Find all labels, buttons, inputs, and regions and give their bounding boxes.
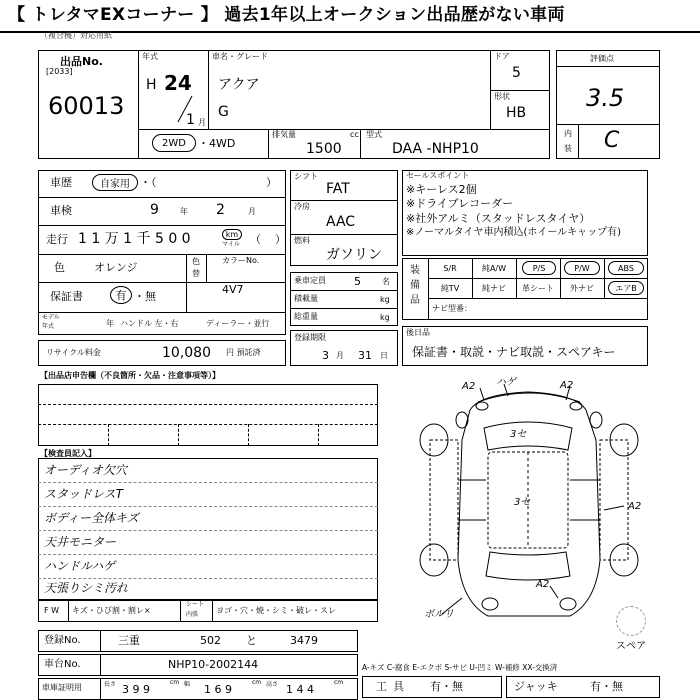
mileage-close: （ ） bbox=[250, 233, 286, 246]
warranty-selected: 有 bbox=[110, 286, 132, 304]
recycle-label: リサイクル料金 bbox=[46, 348, 101, 357]
color-code-label: カラーNo. bbox=[222, 256, 260, 265]
drive-4wd: ・4WD bbox=[198, 137, 236, 150]
tools-value: 有・無 bbox=[430, 680, 463, 693]
notes-label: 【出品店申告欄（不良箇所・欠品・注意事項等）】 bbox=[40, 371, 220, 380]
car-label: 車名・グレード bbox=[212, 52, 268, 61]
top-banner bbox=[0, 0, 700, 33]
mileage-unit2: マイル bbox=[222, 241, 240, 248]
model-label: 型式 bbox=[366, 130, 382, 139]
model-value: DAA -NHP10 bbox=[392, 141, 479, 157]
equip-tv: 純TV bbox=[440, 283, 460, 293]
cert-hgt-label: 高さ bbox=[266, 681, 279, 688]
fuel-value: ガソリン bbox=[326, 247, 382, 263]
plate-num1: 502 bbox=[200, 634, 221, 647]
mileage-label: 走行 bbox=[46, 233, 68, 246]
capacity-label: 乗車定員 bbox=[294, 276, 326, 285]
inspection-month: 2 bbox=[216, 202, 225, 218]
color-value: オレンジ bbox=[94, 261, 138, 274]
fw-label: F W bbox=[44, 606, 60, 615]
banner-text: 【 トレタマEXコーナー 】 過去1年以上オークション出品歴がない車両 bbox=[8, 5, 565, 25]
seat-label-2: 内張 bbox=[186, 611, 199, 618]
inspection-year-unit: 年 bbox=[180, 207, 188, 216]
history-label: 車歴 bbox=[50, 176, 72, 189]
capacity-unit: 名 bbox=[382, 277, 390, 286]
sub-header: （複合機）対応用紙 bbox=[40, 31, 112, 40]
mileage-value: 1 1 万 1 千 5 0 0 bbox=[78, 231, 191, 247]
displacement-value: 1500 bbox=[306, 141, 342, 157]
year-slash bbox=[174, 94, 194, 124]
ac-label: 冷房 bbox=[294, 202, 310, 211]
lot-tag: [2033] bbox=[46, 67, 73, 76]
interior-value: C bbox=[604, 128, 620, 153]
inspector-note: 天井モニター bbox=[44, 535, 117, 549]
inspection-label: 車検 bbox=[50, 204, 72, 217]
cert-wid-unit: cm bbox=[252, 679, 262, 686]
doors-label: ドア bbox=[494, 52, 510, 61]
equip-pw-selected: P/W bbox=[564, 261, 600, 275]
history-selected: 自家用 bbox=[92, 174, 138, 191]
model-year-unit: 年 bbox=[106, 319, 114, 328]
damage-legend: A-キズ C-腐食 E-エクボ S-サビ U-凹ミ W-補修 XX-交換済 bbox=[362, 663, 558, 672]
weight-unit: kg bbox=[380, 313, 390, 322]
color-change-2: 替 bbox=[192, 269, 200, 278]
handle-option: ハンドル 左・右 bbox=[120, 319, 179, 328]
aftermarket-value: 保証書・取説・ナビ取説・スペアキー bbox=[412, 345, 616, 359]
plate-pref: 三重 bbox=[118, 634, 140, 647]
shift-label: シフト bbox=[294, 172, 318, 181]
diagram-note-top-hage: ハゲ bbox=[496, 377, 516, 388]
equip-airbag-selected: エアB bbox=[608, 281, 644, 295]
car-name: アクア bbox=[218, 77, 260, 93]
warranty-rest: ・無 bbox=[134, 290, 156, 303]
recycle-unit: 円 預託済 bbox=[226, 348, 261, 357]
diagram-note-roof: 3セ bbox=[510, 429, 527, 440]
sales-point-item: ※ドライブレコーダー bbox=[406, 197, 514, 210]
cert-label: 車庫証明用 bbox=[42, 683, 82, 692]
tools-label: 工具 bbox=[376, 680, 410, 693]
history-rest: ・（ bbox=[140, 176, 157, 189]
inspector-note: スタッドレスT bbox=[44, 487, 123, 501]
inspector-note: ボディー全体キズ bbox=[44, 511, 139, 525]
inspector-label: 【検査員記入】 bbox=[40, 449, 96, 458]
aftermarket-label: 後日品 bbox=[406, 328, 430, 337]
seat-label: シート bbox=[186, 601, 205, 608]
lot-number: 60013 bbox=[48, 92, 125, 120]
load-unit: kg bbox=[380, 295, 390, 304]
diagram-note-center: 3セ bbox=[514, 497, 531, 508]
equip-ext-nav: 外ナビ bbox=[570, 283, 594, 293]
color-code: 4V7 bbox=[222, 283, 244, 296]
cert-hgt: 1 4 4 bbox=[286, 683, 314, 696]
body-label: 形状 bbox=[494, 92, 510, 101]
registration-end-label: 登録期限 bbox=[294, 333, 326, 342]
chassis-label: 車台No. bbox=[44, 659, 81, 670]
cert-wid-label: 幅 bbox=[184, 681, 191, 688]
registration-end-day: 31 bbox=[358, 349, 372, 362]
plate-label: 登録No. bbox=[44, 635, 81, 646]
year-value: 24 bbox=[164, 71, 192, 95]
grade-label: 評価点 bbox=[590, 54, 614, 63]
jack-value: 有・無 bbox=[590, 680, 623, 693]
interior-label-1: 内 bbox=[564, 129, 572, 138]
equipment-label-2: 備 bbox=[410, 280, 420, 291]
year-month: 1 bbox=[186, 112, 195, 128]
sales-point-item: ※社外アルミ（スタッドレスタイヤ） bbox=[406, 212, 591, 225]
plate-num2: 3479 bbox=[290, 634, 318, 647]
color-change-1: 色 bbox=[192, 257, 200, 266]
shift-value: FAT bbox=[326, 181, 350, 197]
recycle-value: 10,080 bbox=[162, 345, 211, 361]
equip-leather: 革シート bbox=[522, 283, 554, 293]
model-year-label-1: モデル bbox=[42, 314, 60, 321]
cert-wid: 1 6 9 bbox=[204, 683, 232, 696]
notes-box bbox=[38, 384, 378, 446]
capacity-value: 5 bbox=[354, 275, 361, 288]
registration-end-month-unit: 月 bbox=[336, 351, 344, 360]
year-era: H bbox=[146, 77, 157, 93]
body-value: HB bbox=[506, 105, 527, 121]
diagram-note-top-a2: A2 bbox=[560, 380, 574, 391]
diagram-note-bottom-a: A2 bbox=[536, 579, 550, 590]
car-grade: G bbox=[218, 104, 229, 120]
grade-value: 3.5 bbox=[586, 84, 625, 112]
weight-label: 総重量 bbox=[294, 312, 318, 321]
model-year-label-2: 年式 bbox=[42, 323, 55, 330]
year-label: 年式 bbox=[142, 52, 158, 61]
equip-alloy: 純A/W bbox=[481, 263, 507, 273]
displacement-label: 排気量 bbox=[272, 130, 296, 139]
diagram-note-bottom-left: ボルリ bbox=[424, 609, 454, 620]
ac-value: AAC bbox=[326, 214, 356, 230]
mileage-unit: km bbox=[222, 229, 242, 240]
diagram-note-top-a: A2 bbox=[462, 381, 476, 392]
load-label: 積載量 bbox=[294, 294, 318, 303]
inspector-note: オーディオ欠穴 bbox=[44, 463, 128, 477]
plate-kana: と bbox=[246, 634, 257, 647]
sales-points-label: セールスポイント bbox=[406, 171, 470, 180]
detail-block bbox=[38, 170, 286, 335]
equip-sr: S/R bbox=[443, 263, 457, 273]
history-close: ） bbox=[266, 176, 277, 189]
fuel-label: 燃料 bbox=[294, 236, 310, 245]
year-month-unit: 月 bbox=[198, 118, 206, 127]
equip-nav: 純ナビ bbox=[482, 283, 506, 293]
equipment-label-3: 品 bbox=[410, 295, 420, 306]
lot-label: 出品No. bbox=[60, 55, 103, 68]
displacement-unit: cc bbox=[350, 130, 359, 139]
dealer-option: ディーラー・並行 bbox=[206, 319, 270, 328]
warranty-label: 保証書 bbox=[50, 290, 83, 303]
registration-end-month: 3 bbox=[322, 349, 329, 362]
inspector-note: 天張りシミ汚れ bbox=[44, 581, 129, 595]
color-label: 色 bbox=[54, 261, 65, 274]
inspector-note: ハンドルハゲ bbox=[44, 559, 116, 573]
cert-len: 3 9 9 bbox=[122, 683, 150, 696]
cert-len-label: 長さ bbox=[104, 681, 117, 688]
spare-tire-icon bbox=[616, 606, 646, 636]
diagram-note-right-a: A2 bbox=[628, 501, 642, 512]
spare-label: スペア bbox=[616, 641, 646, 652]
chassis-value: NHP10-2002144 bbox=[168, 658, 259, 671]
sales-point-item: ※ノーマルタイヤ車内積込(ホイールキャップ有) bbox=[406, 227, 622, 238]
inspection-month-unit: 月 bbox=[248, 207, 256, 216]
cert-hgt-unit: cm bbox=[334, 679, 344, 686]
cert-len-unit: cm bbox=[170, 679, 180, 686]
equipment-label-1: 装 bbox=[410, 265, 420, 276]
drive-2wd-selected: 2WD bbox=[152, 134, 196, 152]
interior-label-2: 装 bbox=[564, 144, 572, 153]
seat-items: ヨゴ・穴・焼・シミ・破レ・スレ bbox=[216, 606, 336, 615]
doors-value: 5 bbox=[512, 65, 521, 81]
fw-items: キズ・ひび割・割レ× bbox=[72, 606, 151, 615]
nav-model-label: ナビ型番： bbox=[432, 304, 472, 313]
inspection-year: 9 bbox=[150, 202, 159, 218]
equip-ps-selected: P/S bbox=[522, 261, 556, 275]
jack-label: ジャッキ bbox=[514, 680, 558, 693]
equip-abs-selected: ABS bbox=[608, 261, 644, 275]
sales-point-item: ※キーレス2個 bbox=[406, 183, 477, 196]
registration-end-day-unit: 日 bbox=[380, 351, 388, 360]
